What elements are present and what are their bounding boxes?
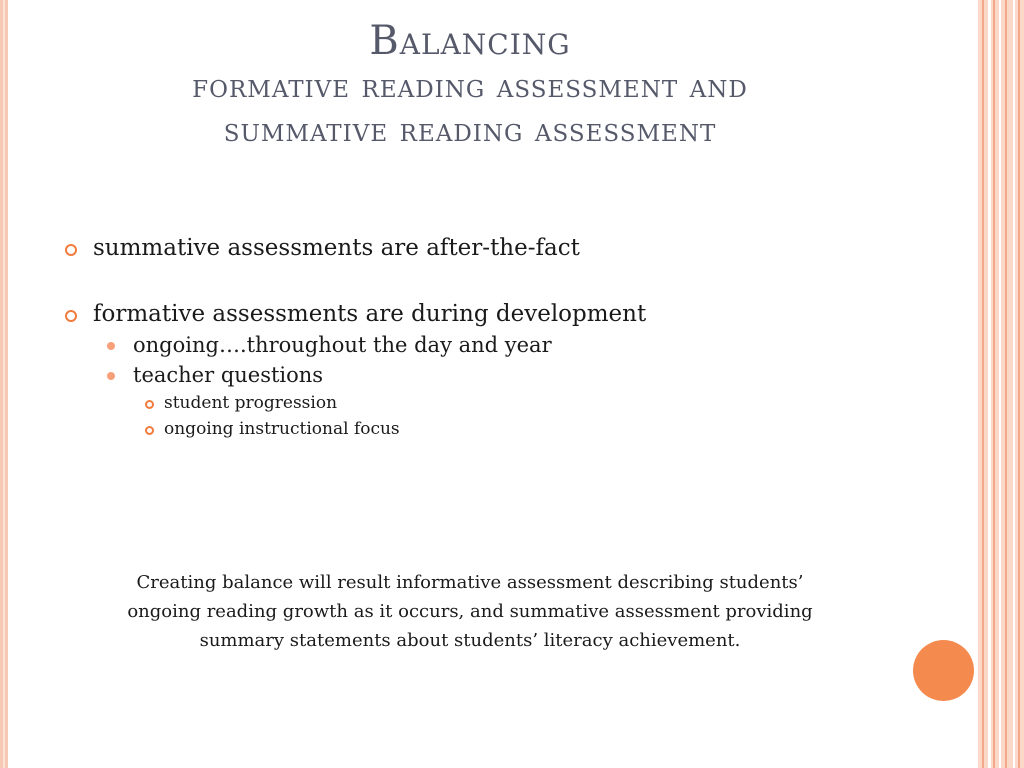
orange-circle-decoration <box>913 640 974 701</box>
right-decorative-band <box>978 0 1024 768</box>
left-frame-border <box>0 0 8 768</box>
band-gap <box>988 0 991 768</box>
hollow-circle-bullet-icon <box>65 310 77 322</box>
sub-sub-bullet-instructional-focus <box>62 416 942 442</box>
band-gap <box>1013 0 1015 768</box>
bullet-text: formative assessments are during development <box>93 301 647 327</box>
bullet-text: student progression <box>164 393 338 413</box>
bullet-list <box>62 232 942 442</box>
title-line-1: Balancing <box>369 18 571 64</box>
band-stripe <box>982 0 984 768</box>
hollow-circle-bullet-icon <box>65 244 77 256</box>
title-line-3: summative reading assessment <box>223 110 717 149</box>
sub-bullet-teacher-questions <box>62 360 942 390</box>
small-hollow-circle-bullet-icon <box>145 400 154 409</box>
bullet-text: teacher questions <box>133 363 324 387</box>
bullet-text: ongoing instructional focus <box>164 419 400 439</box>
summary-note: Creating balance will result informative assessment describing students’ ongoing reading growth as it occurs, and summative assessment providing summary statements about students’ literacy achievement. <box>127 572 813 651</box>
sub-sub-bullet-student-progression <box>62 390 942 416</box>
sub-bullet-ongoing <box>62 330 942 360</box>
title-line-2: formative reading assessment and <box>192 66 748 105</box>
slide-title <box>80 18 860 152</box>
band-stripe <box>1018 0 1020 768</box>
small-hollow-circle-bullet-icon <box>145 426 154 435</box>
filled-dot-bullet-icon <box>107 372 115 380</box>
band-stripe <box>1005 0 1007 768</box>
bullet-formative <box>62 298 942 330</box>
bullet-summative <box>62 232 942 264</box>
band-stripe <box>993 0 995 768</box>
bullet-text: ongoing….throughout the day and year <box>133 333 552 357</box>
bullet-text: summative assessments are after-the-fact <box>93 235 580 261</box>
band-gap <box>999 0 1001 768</box>
filled-dot-bullet-icon <box>107 342 115 350</box>
